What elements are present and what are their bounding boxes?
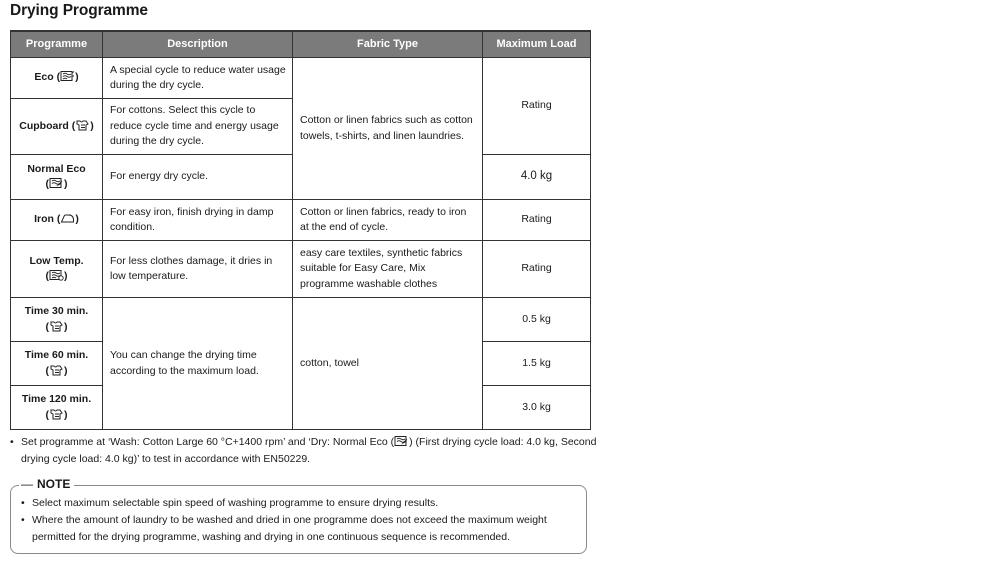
- test-footnote: • Set programme at ‘Wash: Cotton Large 60 °C+1400 rpm’ and ‘Dry: Normal Eco ( ) (First drying cycle load: 4.0 kg, Second drying cycle load: 4.0 kg)’ to test in accordance with EN50229.: [10, 436, 597, 465]
- programme-iron: Iron ( ): [11, 200, 103, 241]
- drying-programme-table: [10, 30, 591, 430]
- bullet-icon: •: [10, 436, 14, 448]
- description-eco: A special cycle to reduce water usage during the dry cycle.: [103, 58, 293, 99]
- table-header-row: [11, 31, 591, 58]
- load-time-120: 3.0 kg: [483, 386, 591, 430]
- dry-eco-icon: [394, 435, 409, 447]
- shirt-icon: [49, 364, 64, 376]
- programme-time-60: Time 60 min. ( ): [11, 342, 103, 386]
- description-low-temp: For less clothes damage, it dries in low temperature.: [103, 241, 293, 298]
- description-time: You can change the drying time according to the maximum load.: [103, 298, 293, 430]
- low-temp-icon: [49, 269, 64, 281]
- programme-cupboard: Cupboard ( ): [11, 99, 103, 155]
- note-list: [21, 495, 581, 546]
- programme-time-120: Time 120 min. ( ): [11, 386, 103, 430]
- dry-cycle-icon: [60, 70, 75, 82]
- dry-eco-icon: [49, 177, 64, 189]
- shirt-icon: [49, 408, 64, 420]
- fabric-low-temp: easy care textiles, synthetic fabrics suitable for Easy Care, Mix programme washable clothes: [293, 241, 483, 298]
- programme-low-temp: Low Temp. ( ): [11, 241, 103, 298]
- table-row: [11, 200, 591, 241]
- header-maximum-load: Maximum Load: [483, 31, 591, 58]
- table-row: [11, 298, 591, 342]
- page-title: Drying Programme: [10, 2, 148, 19]
- shirt-icon: [49, 320, 64, 332]
- fabric-iron: Cotton or linen fabrics, ready to iron at the end of cycle.: [293, 200, 483, 241]
- load-normal-eco: 4.0 kg: [483, 155, 591, 200]
- load-eco-cupboard: Rating: [483, 58, 591, 155]
- description-iron: For easy iron, finish drying in damp condition.: [103, 200, 293, 241]
- fabric-cotton-linen: Cotton or linen fabrics such as cotton towels, t-shirts, and linen laundries.: [293, 58, 483, 200]
- load-low-temp: Rating: [483, 241, 591, 298]
- table-row: [11, 58, 591, 99]
- table-row: [11, 241, 591, 298]
- description-cupboard: For cottons. Select this cycle to reduce cycle time and energy usage during the dry cycle.: [103, 99, 293, 155]
- list-item: • Select maximum selectable spin speed of washing programme to ensure drying results.: [21, 495, 581, 512]
- programme-time-30: Time 30 min. ( ): [11, 298, 103, 342]
- load-iron: Rating: [483, 200, 591, 241]
- load-time-60: 1.5 kg: [483, 342, 591, 386]
- header-programme: Programme: [11, 31, 103, 58]
- programme-eco: Eco ( ): [11, 58, 103, 99]
- shirt-icon: [75, 119, 90, 131]
- header-fabric-type: Fabric Type: [293, 31, 483, 58]
- iron-icon: [60, 212, 75, 224]
- description-normal-eco: For energy dry cycle.: [103, 155, 293, 200]
- load-time-30: 0.5 kg: [483, 298, 591, 342]
- list-item: • Where the amount of laundry to be washed and dried in one programme does not exceed the maximum weight permitted for the drying programme, washing and drying in one continuous sequence is recommended.: [21, 512, 581, 546]
- programme-normal-eco: Normal Eco ( ): [11, 155, 103, 200]
- fabric-time: cotton, towel: [293, 298, 483, 430]
- header-description: Description: [103, 31, 293, 58]
- note-box: [10, 477, 587, 554]
- note-title: — NOTE: [19, 477, 74, 491]
